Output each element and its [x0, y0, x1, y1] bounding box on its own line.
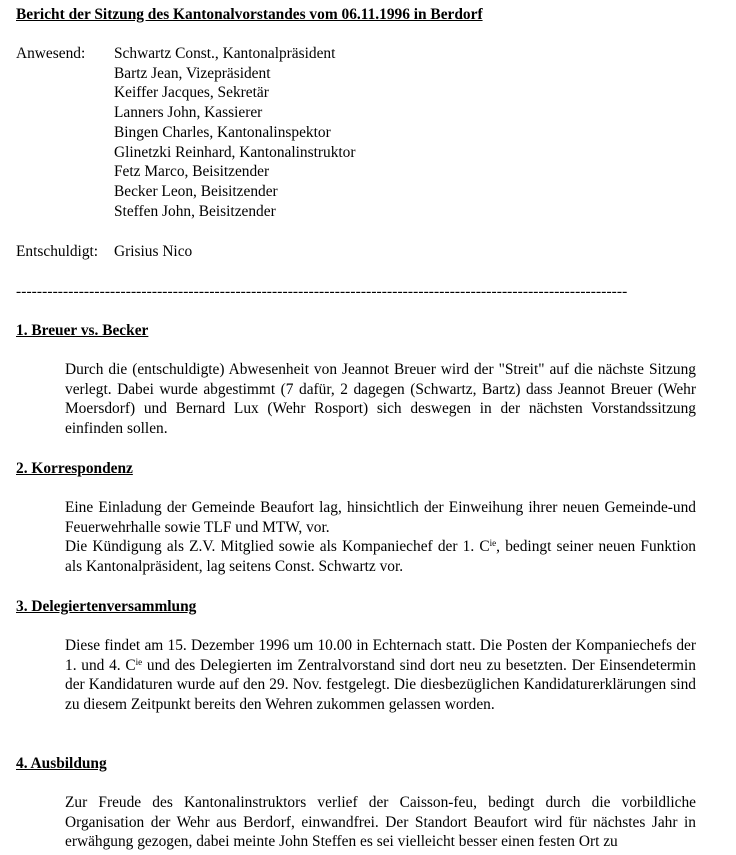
- section-text-breuer-becker: Durch die (entschuldigte) Abwesenheit von Jeannot Breuer wird der "Streit" auf die nächste Sitzung verlegt. Dabei wurde abgestimmt (7 dafür, 2 dagegen (Schwartz, Bartz) dass Jeannot Breuer (Wehr Moersdorf) und Bernard Lux (Wehr Rosport) sich deswegen in der nächsten Vorstandssitzung einfinden sollen.: [65, 361, 696, 438]
- attendance-row: [16, 123, 716, 143]
- section-heading-delegiertenversammlung: 3. Delegiertenversammlung: [16, 598, 197, 615]
- anwesend-label: Anwesend:: [16, 45, 86, 62]
- attendance-row: [16, 182, 716, 202]
- korrespondenz-text-a: Eine Einladung der Gemeinde Beaufort lag, hinsichtlich der Einweihung ihrer neuen Gemeinde-und Feuerwehrhalle sowie TLF und MTW, vor.: [65, 499, 696, 536]
- member-name: Bingen Charles, Kantonalinspektor: [114, 123, 331, 141]
- section-text-ausbildung: Zur Freude des Kantonalinstruktors verlief der Caisson-feu, bedingt durch die vorbildliche Organisation der Wehr aus Berdorf, einwandfrei. Der Standort Beaufort wird für nächstes Jahr in erwähgung gezogen, dabei meinte John Steffen es sei vielleicht besser einen festen Ort zu: [65, 794, 696, 851]
- korrespondenz-text-b2: , bedingt seiner neuen Funktion als Kantonalpräsident, lag seitens Const. Schwartz vor.: [65, 538, 696, 576]
- document-title: Bericht der Sitzung des Kantonalvorstandes vom 06.11.1996 in Berdorf: [16, 6, 483, 23]
- delegierten-text-1: Diese findet am 15. Dezember 1996 um 10.00 in Echternach statt. Die Posten der Kompaniechefs der 1. und 4. C: [65, 637, 696, 674]
- attendance-row: [16, 83, 716, 103]
- attendance-row: [16, 64, 716, 84]
- superscript-ie: ie: [489, 538, 497, 549]
- delegierten-text-2: und des Delegierten im Zentralvorstand sind dort neu zu besetzten. Der Einsendetermin der Kandidaturen wurde auf den 29. Nov. festgelegt. Die diesbezüglichen Kandidaturerklärungen sind zu diesem Zeitpunkt bereits den Wehren zukommen gelassen worden.: [65, 656, 696, 714]
- member-name: Keiffer Jacques, Sekretär: [114, 84, 269, 102]
- excused-name: Grisius Nico: [114, 243, 193, 260]
- member-name: Fetz Marco, Beisitzender: [114, 163, 270, 181]
- superscript-ie: ie: [135, 656, 143, 667]
- section-heading-breuer-becker: 1. Breuer vs. Becker: [16, 322, 149, 339]
- attendance-row: [16, 44, 716, 64]
- member-name: Schwartz Const., Kantonalpräsident: [114, 45, 336, 62]
- section-text-delegiertenversammlung: [65, 636, 696, 715]
- member-name: Glinetzki Reinhard, Kantonalinstruktor: [114, 143, 356, 161]
- separator-line: ---------------------------------------------------------------------------------------------------------------------: [16, 283, 628, 300]
- section-heading-ausbildung: 4. Ausbildung: [16, 755, 107, 772]
- member-name: Bartz Jean, Vizepräsident: [114, 64, 271, 82]
- section-text-korrespondenz: [65, 498, 696, 577]
- section-heading-korrespondenz: 2. Korrespondenz: [16, 460, 133, 477]
- attendance-row: [16, 143, 716, 163]
- entschuldigt-label: Entschuldigt:: [16, 243, 99, 260]
- member-name: Steffen John, Beisitzender: [114, 202, 276, 220]
- attendance-row: [16, 103, 716, 123]
- attendance-row: [16, 202, 716, 222]
- attendance-list: [16, 44, 716, 221]
- excused-row: [16, 242, 192, 262]
- member-name: Lanners John, Kassierer: [114, 104, 263, 122]
- member-name: Becker Leon, Beisitzender: [114, 182, 278, 200]
- korrespondenz-text-b1: Die Kündigung als Z.V. Mitglied sowie als Kompaniechef der 1. C: [65, 538, 490, 556]
- attendance-row: [16, 162, 716, 182]
